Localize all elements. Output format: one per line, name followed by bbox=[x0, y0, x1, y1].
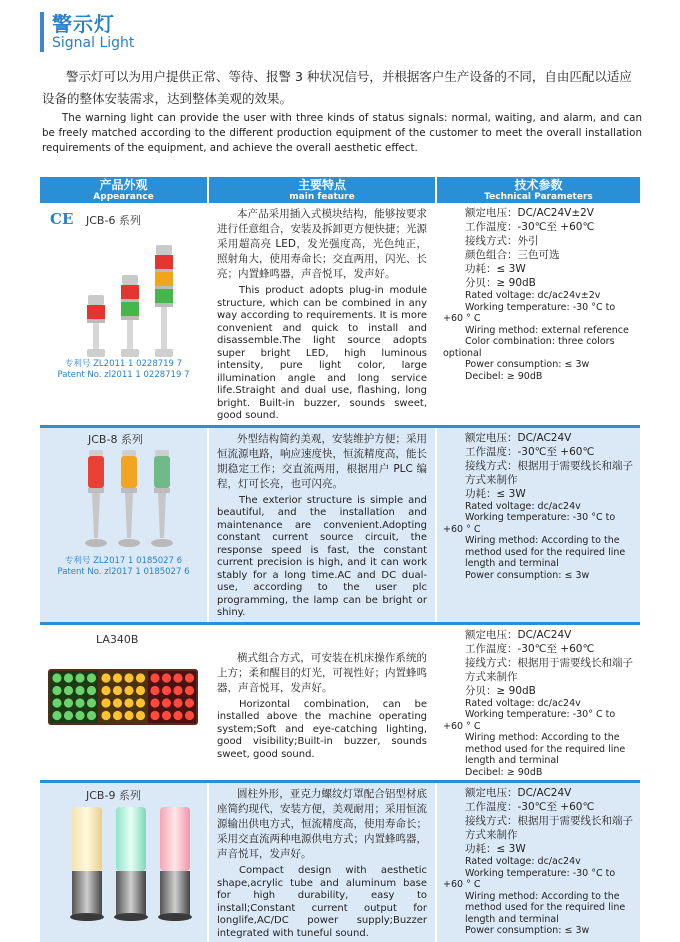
intro-paragraph-en: The warning light can provide the user with three kinds of status signals: normal, waiting, and alarm, and can be freely matched according to the different production equipment of the customer to meet the overall installation requirements of the equipment, and achieve the overall aesthetic effect. bbox=[42, 112, 642, 154]
feature-cell bbox=[208, 428, 436, 622]
page-title-en: Signal Light bbox=[52, 35, 135, 51]
appearance-cell bbox=[40, 428, 208, 622]
led-dot bbox=[136, 710, 145, 719]
appearance-cell bbox=[40, 625, 208, 781]
led-dot bbox=[101, 710, 110, 719]
param-line: Rated voltage: dc/ac24v bbox=[465, 856, 581, 867]
header-appearance bbox=[40, 177, 208, 203]
led-dot bbox=[150, 698, 159, 707]
feature-text-cn: 横式组合方式，可安装在机床操作系统的上方；柔和醒目的灯光，可视性好；内置蜂鸣器，声音悦耳，发声好。 bbox=[217, 651, 427, 694]
led-dot bbox=[64, 698, 73, 707]
model-name: LA340B bbox=[96, 632, 139, 646]
param-line: 接线方式：根据用于需要线长和端子方式来制作 bbox=[465, 459, 633, 486]
param-line: optional bbox=[443, 347, 482, 359]
led-dot bbox=[101, 698, 110, 707]
led-dot bbox=[64, 710, 73, 719]
led-dot bbox=[113, 698, 122, 707]
params-cell bbox=[436, 625, 640, 781]
led-dot bbox=[173, 673, 182, 682]
header-feature-cn: 主要特点 bbox=[297, 178, 346, 192]
param-line: 工作温度：-30℃至 +60℃ bbox=[465, 445, 595, 458]
led-dot bbox=[64, 673, 73, 682]
param-line: 额定电压：DC/AC24V bbox=[465, 431, 572, 444]
param-line: 分贝：≥ 90dB bbox=[465, 684, 536, 697]
ce-mark: CE bbox=[50, 210, 74, 228]
param-line: Color combination: three colors bbox=[465, 336, 615, 347]
param-line: 工作温度：-30℃至 +60℃ bbox=[465, 642, 595, 655]
model-name: JCB-6 系列 bbox=[86, 214, 141, 227]
led-dot bbox=[185, 673, 194, 682]
spec-table bbox=[40, 177, 640, 942]
patent-number-en: Patent No. zl2011 1 0228719 7 bbox=[57, 370, 190, 380]
tower-light-image bbox=[85, 446, 175, 554]
led-dot bbox=[150, 685, 159, 694]
feature-text-cn: 圆柱外形，亚克力螺纹灯罩配合铝型材底座简约现代，安装方便，美观耐用；采用恒流源输出供电方式，恒流精度高，使用寿命长；采用交直流两种电源供电方式；内置蜂鸣器，声音悦耳，发声好。 bbox=[217, 788, 427, 860]
param-line: 接线方式：根据用于需要线长和端子方式来制作 bbox=[465, 815, 633, 841]
param-line: Working temperature: -30° C to bbox=[465, 709, 616, 720]
intro-paragraph-cn: 警示灯可以为用户提供正常、等待、报警 3 种状况信号，并根据客户生产设备的不同，自由匹配以适应设备的整体安装需求，达到整体美观的效果。 bbox=[42, 69, 632, 106]
param-line: 接线方式：外引 bbox=[465, 235, 539, 247]
params-cell bbox=[436, 783, 640, 942]
led-dot bbox=[87, 685, 96, 694]
led-dot bbox=[64, 685, 73, 694]
led-dot bbox=[124, 710, 133, 719]
led-dot bbox=[113, 673, 122, 682]
table-row bbox=[40, 625, 640, 781]
cylinder-light-image bbox=[66, 803, 196, 933]
feature-cell bbox=[208, 203, 436, 425]
param-line: +60 ° C bbox=[443, 879, 481, 890]
led-dot bbox=[101, 673, 110, 682]
param-line: Working temperature: -30 °C to bbox=[465, 512, 616, 523]
led-dot bbox=[162, 673, 171, 682]
led-dot bbox=[185, 710, 194, 719]
appearance-cell bbox=[40, 203, 208, 425]
led-dot bbox=[87, 698, 96, 707]
params-list bbox=[443, 628, 636, 779]
table-row bbox=[40, 783, 640, 942]
led-dot bbox=[185, 685, 194, 694]
led-dot bbox=[173, 710, 182, 719]
feature-cell bbox=[208, 783, 436, 942]
param-line: +60 ° C bbox=[443, 313, 481, 324]
param-line: Working temperature: -30 °C to bbox=[465, 301, 616, 313]
param-line: 额定电压：DC/AC24V bbox=[465, 628, 572, 641]
model-name: JCB-9 系列 bbox=[86, 789, 141, 802]
params-list bbox=[443, 431, 636, 582]
header-appearance-en: Appearance bbox=[93, 192, 154, 202]
led-dot bbox=[162, 685, 171, 694]
led-dot bbox=[124, 673, 133, 682]
param-line: 功耗：≤ 3W bbox=[465, 843, 526, 855]
led-dot bbox=[113, 685, 122, 694]
header-main-feature bbox=[208, 177, 436, 203]
header-params-en: Technical Parameters bbox=[484, 192, 593, 202]
led-dot bbox=[75, 685, 84, 694]
table-header-row bbox=[40, 177, 640, 203]
led-dot bbox=[52, 710, 61, 719]
param-line: Working temperature: -30 °C to bbox=[465, 867, 616, 879]
led-dot bbox=[52, 685, 61, 694]
header-appearance-cn: 产品外观 bbox=[99, 178, 148, 192]
param-line: Wiring method: According to the method used for the required line length and terminal bbox=[465, 890, 626, 925]
table-row bbox=[40, 428, 640, 622]
param-line: Wiring method: external reference bbox=[465, 324, 629, 336]
led-dot bbox=[75, 710, 84, 719]
feature-text-cn: 外型结构简约美观，安装维护方便；采用恒流源电路，响应速度快，恒流精度高，能长期稳定工作；交直流两用，根据用户 PLC 编程，灯可长亮，也可闪亮。 bbox=[217, 432, 427, 490]
param-line: Power consumption: ≤ 3w bbox=[465, 359, 590, 370]
led-dot bbox=[87, 710, 96, 719]
param-line: Rated voltage: dc/ac24v bbox=[465, 697, 581, 709]
param-line: Decibel: ≥ 90dB bbox=[465, 766, 543, 778]
header-params-cn: 技术参数 bbox=[514, 178, 563, 192]
led-dot bbox=[136, 698, 145, 707]
feature-text-en: The exterior structure is simple and beautiful, and the installation and maintenance are convenient.Adopting constant current source circuit, the response speed is fast, the constant current precision is high, and it can work stably for a long time.AC and DC dual-use, according to the user plc programming, the lamp can be bright or shiny. bbox=[217, 494, 427, 618]
param-line: 额定电压：DC/AC24V bbox=[465, 787, 572, 799]
led-dot bbox=[87, 673, 96, 682]
led-dot bbox=[173, 685, 182, 694]
params-list bbox=[443, 206, 636, 382]
table-row bbox=[40, 203, 640, 425]
param-line: 工作温度：-30℃至 +60℃ bbox=[465, 221, 595, 233]
led-dot bbox=[173, 698, 182, 707]
page-title-cn: 警示灯 bbox=[52, 12, 115, 36]
led-dot bbox=[136, 673, 145, 682]
led-dot bbox=[52, 698, 61, 707]
param-line: 工作温度：-30℃至 +60℃ bbox=[465, 801, 595, 813]
param-line: 功耗：≤ 3W bbox=[465, 487, 526, 500]
patent-number-cn: 专利号 ZL2011 1 0228719 7 bbox=[64, 359, 183, 369]
params-cell bbox=[436, 428, 640, 622]
tower-light-image bbox=[82, 233, 182, 363]
param-line: 功耗：≤ 3W bbox=[465, 263, 526, 275]
feature-text-en: Horizontal combination, can be installed above the machine operating system;Soft and eye-catching lighting, good visibility;Built-in buzzer, sounds sweet, good sound. bbox=[217, 698, 427, 760]
led-dot bbox=[150, 710, 159, 719]
appearance-cell bbox=[40, 783, 208, 942]
param-line: 分贝：≥ 90dB bbox=[465, 277, 536, 289]
led-dot bbox=[101, 685, 110, 694]
led-dot bbox=[52, 673, 61, 682]
feature-text-en: This product adopts plug-in module structure, which can be combined in any way according to requirements. It is more convenient and quick to install and disassemble.The light source adopts super bright LED, high luminous intensity, pure light color, large illumination angle and long service life.Straight and dual use, flashing, long bright. Built-in buzzer, sounds sweet, good sound. bbox=[217, 285, 427, 421]
param-line: 额定电压：DC/AC24V±2V bbox=[465, 207, 594, 219]
params-list bbox=[443, 786, 636, 937]
param-line: Decibel: ≥ 90dB bbox=[465, 370, 543, 382]
led-dot bbox=[124, 685, 133, 694]
patent-number-en: Patent No. zl2017 1 0185027 6 bbox=[57, 566, 190, 577]
header-feature-en: main feature bbox=[289, 192, 355, 202]
param-line: +60 ° C bbox=[443, 720, 481, 732]
feature-text-cn: 本产品采用插入式模块结构，能够按要求进行任意组合，安装及拆卸更方便快捷；光源采用超高亮 LED，发光强度高，光色纯正，照射角大，使用寿命长；交直两用，闪光、长亮；内置蜂鸣器，声音悦耳，发声好。 bbox=[217, 208, 427, 280]
led-dot bbox=[185, 698, 194, 707]
header-technical-parameters bbox=[436, 177, 640, 203]
param-line: +60 ° C bbox=[443, 523, 481, 535]
param-line: 颜色组合：三色可选 bbox=[465, 249, 560, 261]
param-line: 接线方式：根据用于需要线长和端子方式来制作 bbox=[465, 656, 633, 683]
led-panel-image bbox=[48, 669, 198, 725]
patent-number-cn: 专利号 ZL2017 1 0185027 6 bbox=[64, 555, 183, 566]
param-line: Wiring method: According to the method used for the required line length and terminal bbox=[465, 535, 626, 569]
led-dot bbox=[75, 673, 84, 682]
param-line: Rated voltage: dc/ac24v bbox=[465, 500, 581, 512]
led-dot bbox=[113, 710, 122, 719]
led-dot bbox=[136, 685, 145, 694]
led-dot bbox=[162, 698, 171, 707]
param-line: Wiring method: According to the method used for the required line length and terminal bbox=[465, 732, 626, 766]
params-cell bbox=[436, 203, 640, 425]
led-dot bbox=[124, 698, 133, 707]
led-dot bbox=[75, 698, 84, 707]
feature-text-en: Compact design with aesthetic shape,acrylic tube and aluminum base for high durability, easy to install;Constant current output for longlife,AC/DC power supply;Buzzer integrated with tuneful sound. bbox=[217, 865, 427, 939]
param-line: Rated voltage: dc/ac24v±2v bbox=[465, 290, 601, 301]
feature-cell bbox=[208, 625, 436, 781]
param-line: Power consumption: ≤ 3w bbox=[465, 569, 590, 581]
led-dot bbox=[162, 710, 171, 719]
title-accent-bar bbox=[40, 12, 44, 52]
model-name: JCB-8 系列 bbox=[88, 432, 143, 446]
led-dot bbox=[150, 673, 159, 682]
param-line: Power consumption: ≤ 3w bbox=[465, 925, 590, 936]
